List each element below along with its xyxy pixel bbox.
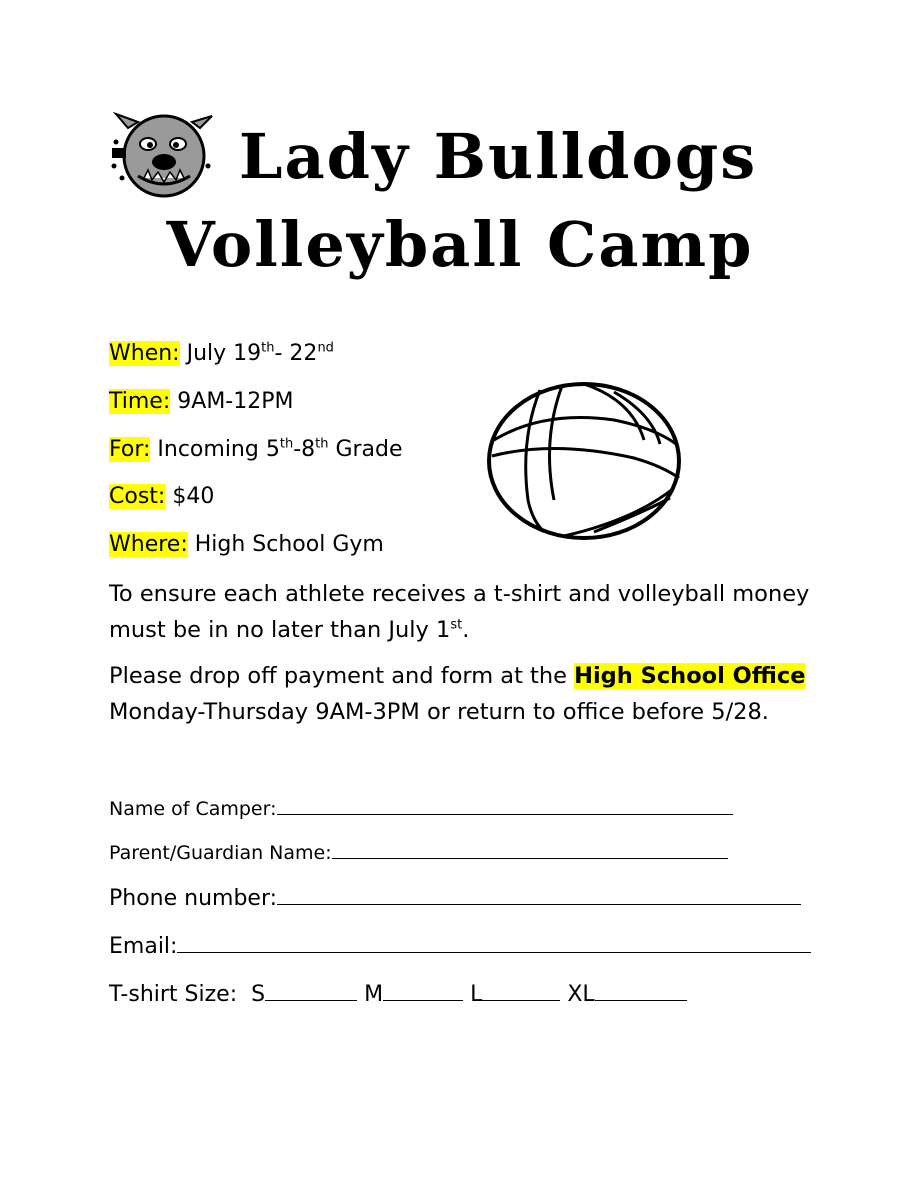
email-row (109, 930, 811, 958)
size-l-label: L (470, 982, 483, 1007)
detail-label: For: (109, 437, 151, 462)
detail-label: When: (109, 341, 180, 366)
detail-value: $40 (172, 484, 215, 509)
detail-cost (109, 486, 214, 508)
detail-where (109, 534, 384, 556)
parent-name-field[interactable] (332, 839, 728, 859)
title-line-1: Lady Bulldogs (238, 120, 758, 193)
detail-for: For: Incoming 5th-8th Grade (109, 436, 403, 462)
office-highlight: High School Office (574, 663, 806, 689)
detail-label: Where: (109, 532, 188, 557)
parent-name-label: Parent/Guardian Name: (109, 842, 332, 864)
email-field[interactable] (177, 930, 811, 953)
detail-value: 9AM-12PM (177, 389, 294, 414)
phone-field[interactable] (277, 882, 801, 905)
detail-when: When: July 19th- 22nd (109, 340, 334, 366)
detail-time (109, 391, 293, 413)
camper-name-row (109, 795, 733, 819)
dropoff-instructions: Please drop off payment and form at the High School Office Monday-Thursday 9AM-3PM or return to office before 5/28. (109, 663, 806, 725)
phone-label: Phone number: (109, 886, 278, 911)
size-m-label: M (364, 982, 384, 1007)
parent-name-row (109, 839, 728, 863)
detail-value: Incoming 5 (157, 437, 280, 462)
tshirt-size-row (109, 978, 687, 1006)
phone-row (109, 882, 801, 910)
size-m-field[interactable] (383, 978, 463, 1001)
title-line-2: Volleyball Camp (166, 208, 754, 281)
size-s-field[interactable] (265, 978, 357, 1001)
detail-value: High School Gym (194, 532, 384, 557)
size-l-field[interactable] (482, 978, 560, 1001)
detail-value: July 19 (186, 341, 262, 366)
camper-name-label: Name of Camper: (109, 798, 277, 820)
email-label: Email: (109, 934, 178, 959)
volleyball-icon (484, 380, 684, 542)
detail-label: Time: (109, 389, 171, 414)
size-s-label: S (251, 982, 266, 1007)
detail-label: Cost: (109, 484, 166, 509)
payment-notice: To ensure each athlete receives a t-shirt and volleyball money must be in no later than July 1st. (109, 581, 810, 643)
camper-name-field[interactable] (277, 795, 733, 815)
size-xl-field[interactable] (595, 978, 687, 1001)
size-xl-label: XL (567, 982, 595, 1007)
tshirt-size-label: T-shirt Size: (109, 982, 238, 1007)
